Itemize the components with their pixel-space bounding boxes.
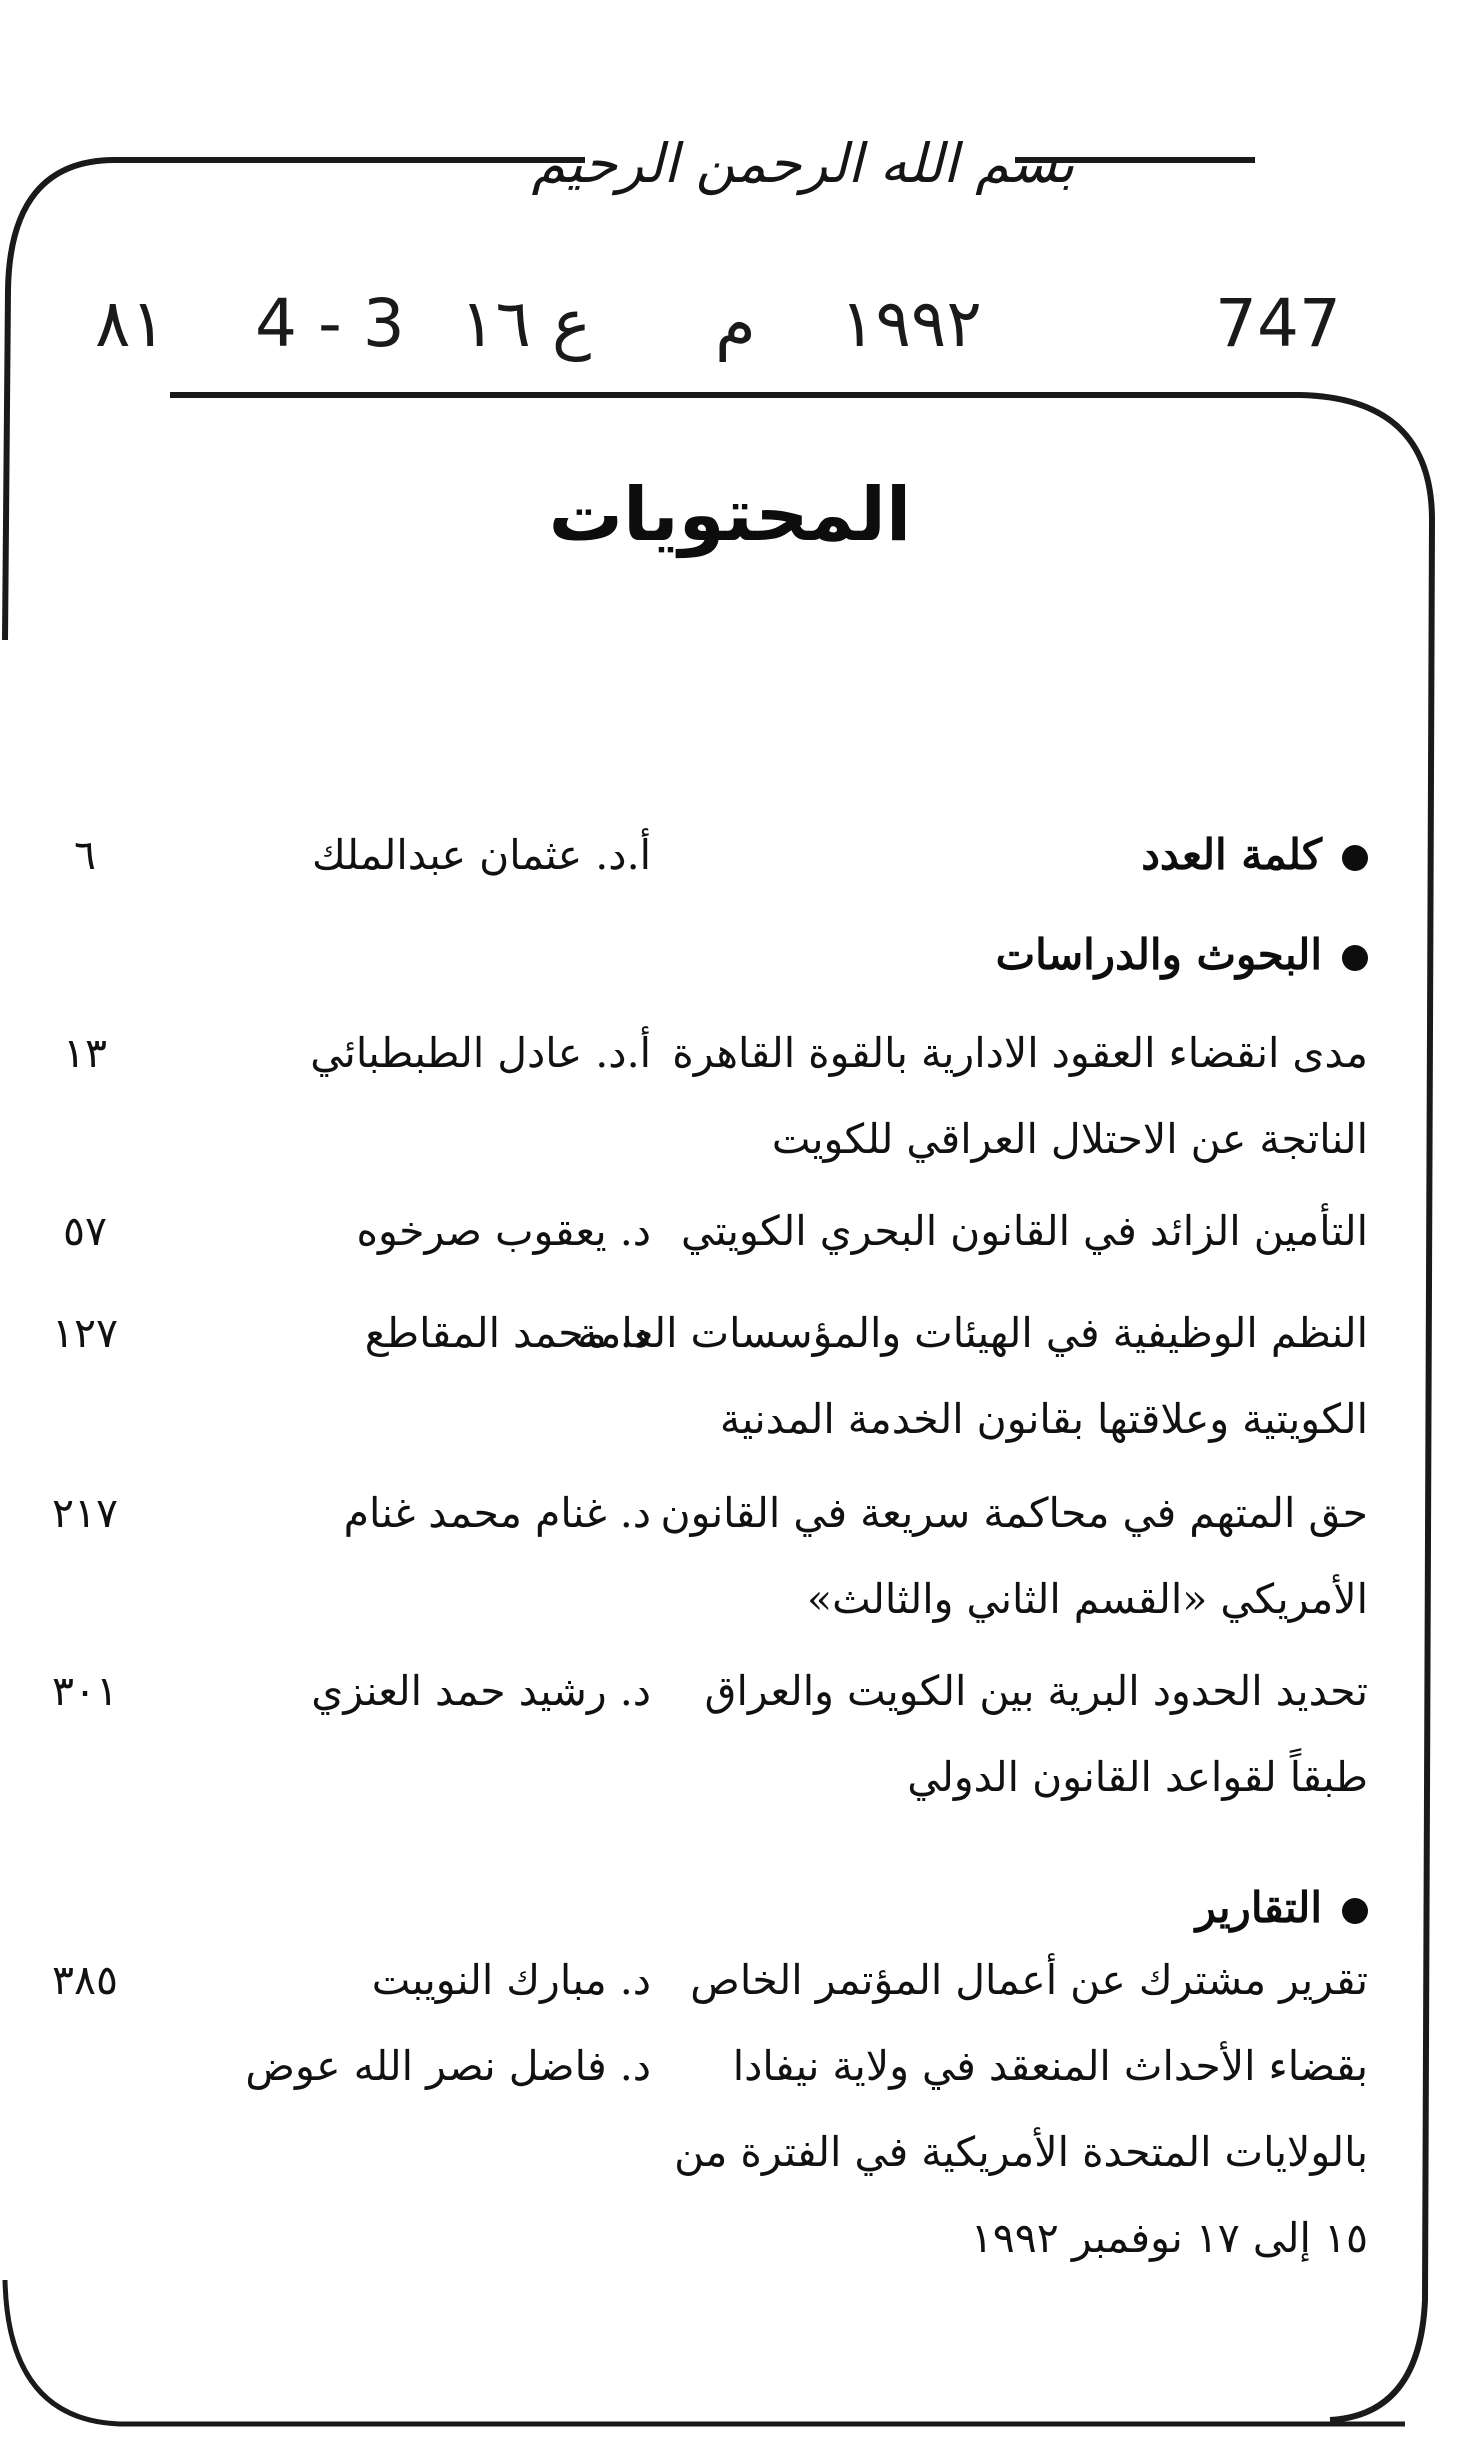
toc-author: د. مبارك النويبت: [371, 1956, 651, 2004]
toc-entry: [0, 1470, 1461, 1642]
toc-entry-report: [0, 1937, 1461, 2281]
toc-title-line: الناتجة عن الاحتلال العراقي للكويت: [771, 1115, 1368, 1163]
handwritten-ref-5: ١٩٩٢: [840, 284, 982, 362]
toc-author: د. فاضل نصر الله عوض: [245, 2042, 651, 2090]
toc-title-line: مدى انقضاء العقود الادارية بالقوة القاهرة: [672, 1029, 1368, 1077]
toc-title-line: بالولايات المتحدة الأمريكية في الفترة من: [674, 2128, 1368, 2176]
reports-heading-text: التقارير: [1195, 1883, 1322, 1932]
editorial-heading-text: كلمة العدد: [1141, 830, 1322, 879]
toc-title-line: الأمريكي «القسم الثاني والثالث»: [807, 1575, 1368, 1623]
toc-page-number: ٢١٧: [51, 1489, 119, 1537]
toc-entry-editorial: [0, 812, 1461, 898]
section-heading-reports: [1196, 1868, 1368, 1948]
bullet-icon: [1342, 945, 1368, 971]
toc-author: د. رشيد حمد العنزي: [311, 1667, 651, 1715]
handwritten-ref-3: ع ١٦: [460, 284, 592, 362]
outer-frame-bottom-left: [5, 2280, 1405, 2424]
research-heading-text: البحوث والدراسات: [995, 930, 1322, 979]
page-title: المحتويات: [548, 472, 912, 558]
section-heading-editorial: [1141, 815, 1368, 895]
toc-page-number: ٣٠١: [51, 1667, 119, 1715]
toc-title-line: ١٥ إلى ١٧ نوفمبر ١٩٩٢: [970, 2214, 1368, 2262]
toc-page-number: ٦: [73, 831, 97, 879]
handwritten-ref-4: م: [715, 284, 756, 362]
toc-title-line: بقضاء الأحداث المنعقد في ولاية نيفادا: [732, 2042, 1368, 2090]
toc-page-number: ٥٧: [62, 1207, 108, 1255]
toc-entry: [0, 1010, 1461, 1182]
basmala: بسم الله الرحمن الرحيم: [531, 131, 1075, 195]
toc-entry: [0, 1648, 1461, 1820]
toc-page-number: ١٢٧: [51, 1309, 119, 1357]
toc-author: د. غنام محمد غنام: [343, 1489, 651, 1537]
toc-page-number: ٣٨٥: [51, 1956, 119, 2004]
toc-entry: [0, 1188, 1461, 1274]
toc-title-line: التأمين الزائد في القانون البحري الكويتي: [681, 1207, 1368, 1255]
toc-title-line: الكويتية وعلاقتها بقانون الخدمة المدنية: [719, 1395, 1368, 1443]
toc-author: د. محمد المقاطع: [364, 1309, 651, 1357]
section-heading-research: [996, 915, 1368, 995]
handwritten-ref-6: 747: [1215, 284, 1341, 362]
toc-title-line: النظم الوظيفية في الهيئات والمؤسسات العامة: [577, 1309, 1368, 1357]
toc-page-number: ١٣: [62, 1029, 108, 1077]
toc-title-line: تحديد الحدود البرية بين الكويت والعراق: [704, 1667, 1368, 1715]
toc-entry: [0, 1290, 1461, 1462]
toc-title-line: تقرير مشترك عن أعمال المؤتمر الخاص: [690, 1956, 1368, 2004]
handwritten-ref-2: 4 - 3: [255, 284, 405, 362]
handwritten-ref-1: ٨١: [95, 284, 166, 362]
toc-title-line: طبقاً لقواعد القانون الدولي: [907, 1753, 1368, 1801]
toc-author: د. يعقوب صرخوه: [356, 1207, 651, 1255]
toc-title-line: حق المتهم في محاكمة سريعة في القانون: [660, 1489, 1368, 1537]
bullet-icon: [1342, 1898, 1368, 1924]
toc-author: أ.د. عادل الطبطبائي: [310, 1029, 651, 1077]
bullet-icon: [1342, 845, 1368, 871]
toc-author: أ.د. عثمان عبدالملك: [312, 831, 651, 879]
